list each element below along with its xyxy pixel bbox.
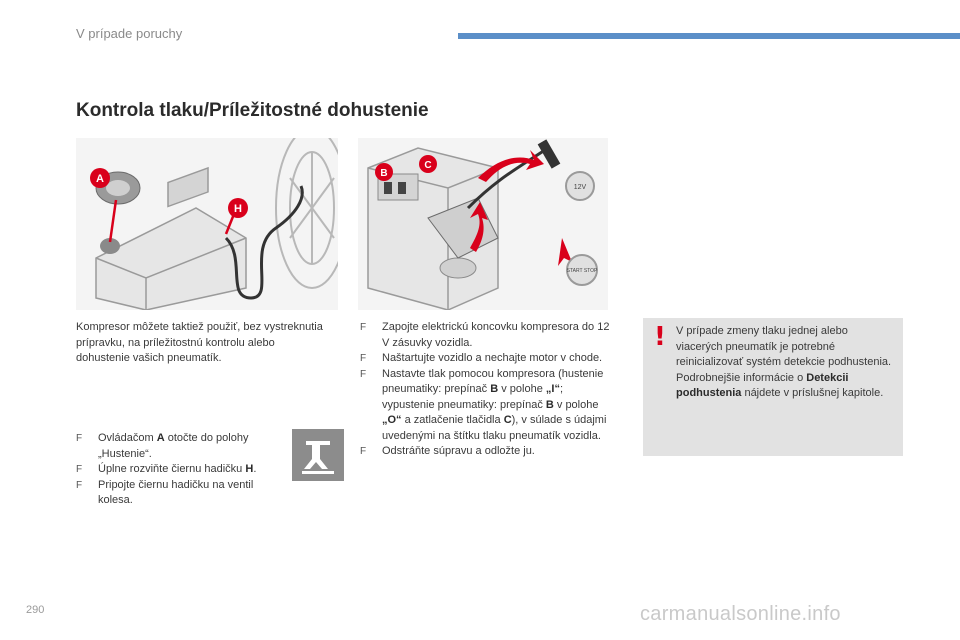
list-item: F Naštartujte vozidlo a nechajte motor v chode. [360, 351, 618, 367]
section-header: V prípade poruchy [76, 26, 183, 41]
list-item: F Odstráňte súpravu a odložte ju. [360, 444, 618, 460]
compressor-pictogram-icon [292, 429, 344, 481]
watermark: carmanualsonline.info [640, 603, 841, 625]
callout-b: B [380, 168, 388, 179]
bullet-marker: F [360, 368, 367, 380]
warning-exclamation-icon: ! [654, 322, 666, 352]
list-item: F Nastavte tlak pomocou kompresora (hustenie pneumatiky: prepínač B v polohe „I“; vypustenie pneumatiky: prepínač B v polohe „O“ a zatlačenie tlačidla C), v súlade s údajmi uvedenými na štítku tlaku pneumatík vozidla. [360, 367, 607, 442]
bullet-marker: F [76, 433, 83, 444]
compressor-illustration-left [76, 138, 338, 310]
callout-a: A [96, 173, 104, 185]
steps-left-list [76, 431, 276, 509]
warning-text [676, 324, 896, 402]
socket-12v-label: 12V [573, 184, 587, 191]
bullet-marker: F [76, 479, 83, 491]
list-item: F Úplne rozviňte čiernu hadičku H. [76, 462, 276, 478]
page-number: 290 [26, 604, 45, 616]
list-item: F Ovládačom A otočte do polohy „Hustenie“. [76, 432, 249, 460]
callout-h: H [234, 203, 242, 215]
header-accent-bar [458, 33, 960, 39]
warning-paragraph-2: Podrobnejšie informácie o Detekcii podhustenia nájdete v príslušnej kapitole. [676, 371, 884, 399]
bullet-marker: F [360, 446, 367, 457]
bullet-marker: F [360, 353, 367, 364]
start-stop-label: START STOP [566, 268, 598, 274]
steps-right-list [360, 320, 618, 460]
list-item: F Pripojte čiernu hadičku na ventil kolesa. [76, 478, 254, 506]
callout-c: C [424, 160, 432, 171]
list-item: F Zapojte elektrickú koncovku kompresora do 12 V zásuvky vozidla. [360, 321, 610, 349]
intro-paragraph: Kompresor môžete taktiež použiť, bez vystreknutia prípravku, na príležitostnú kontrolu alebo dohustenie vašich pneumatík. [76, 321, 323, 364]
bullet-marker: F [76, 464, 83, 475]
page-title: Kontrola tlaku/Príležitostné dohustenie [76, 100, 429, 121]
compressor-illustration-right [358, 138, 608, 310]
bullet-marker: F [360, 322, 367, 333]
warning-paragraph-1: V prípade zmeny tlaku jednej alebo viacerých pneumatík je potrebné reinicializovať systém detekcie podhustenia. [676, 325, 892, 368]
